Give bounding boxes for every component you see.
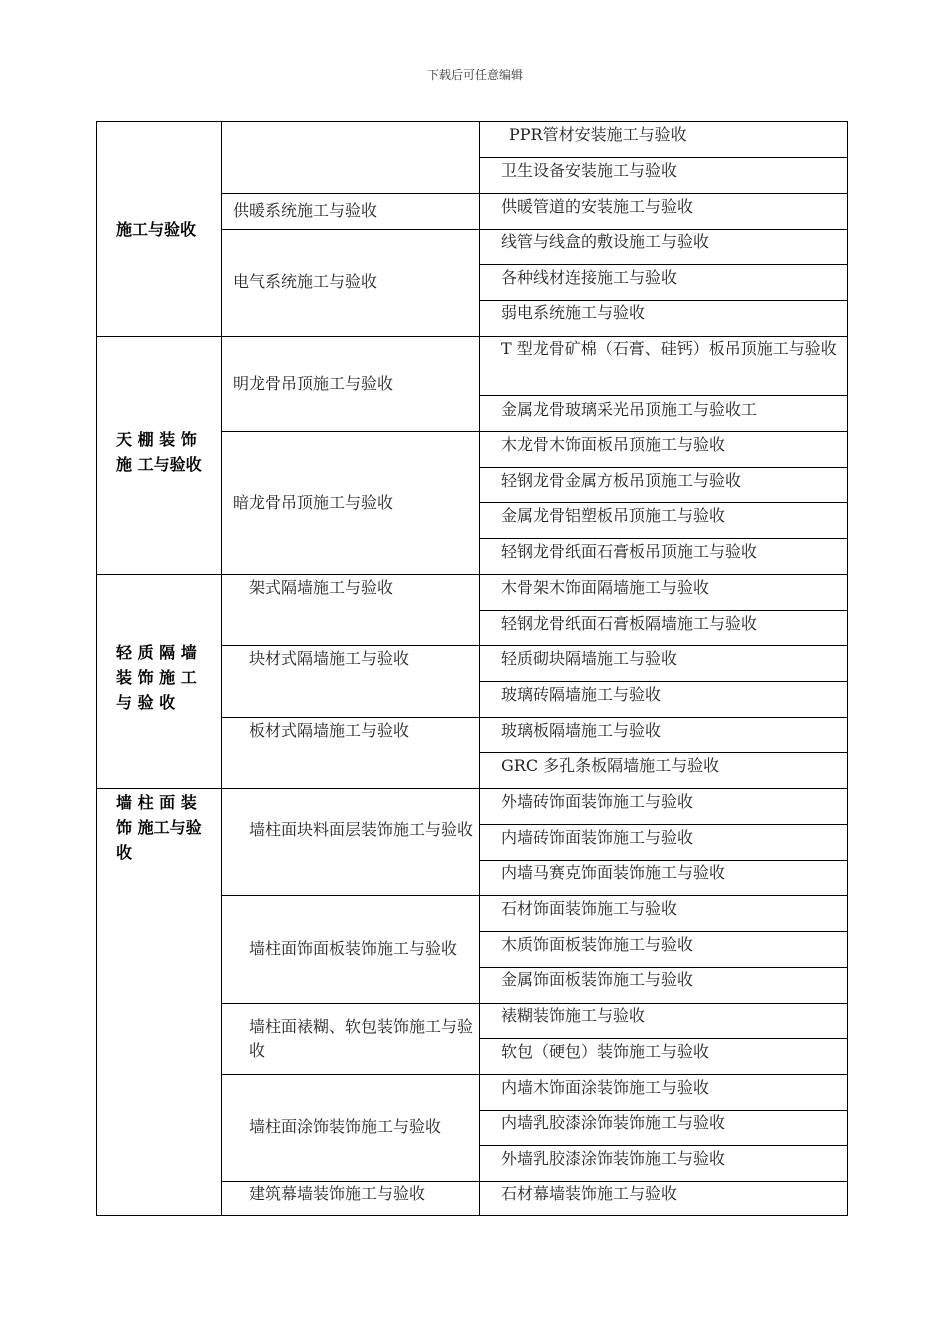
detail-cell: 玻璃砖隔墙施工与验收	[501, 685, 662, 704]
detail-cell: 内墙砖饰面装饰施工与验收	[501, 828, 694, 847]
detail-cell: 各种线材连接施工与验收	[501, 268, 678, 287]
row-divider	[221, 193, 847, 194]
subitem-cell: 电气系统施工与验收	[233, 272, 378, 291]
detail-cell: 木骨架木饰面隔墙施工与验收	[501, 578, 710, 597]
row-divider	[479, 157, 847, 158]
construction-table	[96, 121, 848, 1216]
subitem-cell: 墙柱面饰面板装饰施工与验收	[249, 939, 458, 958]
section-divider	[97, 574, 847, 575]
row-divider	[479, 538, 847, 539]
subitem-cell: 板材式隔墙施工与验收	[249, 721, 410, 740]
column-divider	[479, 122, 480, 1215]
row-divider	[221, 895, 847, 896]
subitem-cell: 供暖系统施工与验收	[233, 201, 378, 220]
category-cell: 墙 柱 面 装 饰 施工与验收	[116, 793, 202, 862]
detail-cell: 弱电系统施工与验收	[501, 303, 646, 322]
row-divider	[221, 645, 847, 646]
detail-cell: 内墙马赛克饰面装饰施工与验收	[501, 863, 726, 882]
subitem-cell: 暗龙骨吊顶施工与验收	[233, 493, 394, 512]
detail-cell: 裱糊装饰施工与验收	[501, 1006, 646, 1025]
detail-cell: 轻钢龙骨纸面石膏板隔墙施工与验收	[501, 614, 758, 633]
detail-cell: 外墙砖饰面装饰施工与验收	[501, 792, 694, 811]
subitem-cell: 墙柱面裱糊、软包装饰施工与验收	[249, 1017, 474, 1060]
row-divider	[221, 717, 847, 718]
section-divider	[97, 788, 847, 789]
detail-cell: 内墙木饰面涂装饰施工与验收	[501, 1078, 710, 1097]
detail-cell: 外墙乳胶漆涂饰装饰施工与验收	[501, 1149, 726, 1168]
subitem-cell: 块材式隔墙施工与验收	[249, 649, 410, 668]
detail-cell: 金属饰面板装饰施工与验收	[501, 970, 694, 989]
detail-cell: 金属龙骨铝塑板吊顶施工与验收	[501, 506, 726, 525]
detail-cell: 内墙乳胶漆涂饰装饰施工与验收	[501, 1113, 726, 1132]
column-divider	[221, 122, 222, 1215]
detail-cell: 轻钢龙骨金属方板吊顶施工与验收	[501, 471, 742, 490]
subitem-cell: 建筑幕墙装饰施工与验收	[249, 1184, 426, 1203]
detail-cell: PPR管材安装施工与验收	[509, 125, 687, 144]
detail-cell: 卫生设备安装施工与验收	[501, 161, 678, 180]
detail-cell: 木质饰面板装饰施工与验收	[501, 935, 694, 954]
detail-cell: 轻质砌块隔墙施工与验收	[501, 649, 678, 668]
row-divider	[479, 264, 847, 265]
detail-cell: 木龙骨木饰面板吊顶施工与验收	[501, 435, 726, 454]
row-divider	[479, 467, 847, 468]
detail-cell: 金属龙骨玻璃采光吊顶施工与验收工	[501, 400, 758, 419]
detail-cell: 石材饰面装饰施工与验收	[501, 899, 678, 918]
row-divider	[479, 395, 847, 396]
row-divider	[479, 752, 847, 753]
detail-cell: 玻璃板隔墙施工与验收	[501, 721, 662, 740]
subitem-cell: 墙柱面块料面层装饰施工与验收	[249, 820, 474, 839]
row-divider	[221, 431, 847, 432]
row-divider	[479, 931, 847, 932]
row-divider	[479, 502, 847, 503]
page-header: 下载后可任意编辑	[426, 68, 523, 82]
subitem-cell: 架式隔墙施工与验收	[249, 578, 394, 597]
category-cell: 轻 质 隔 墙 装 饰 施 工 与 验 收	[116, 643, 197, 712]
detail-cell: 供暖管道的安装施工与验收	[501, 197, 694, 216]
detail-cell: 石材幕墙装饰施工与验收	[501, 1184, 678, 1203]
row-divider	[221, 1074, 847, 1075]
subitem-cell: 墙柱面涂饰装饰施工与验收	[249, 1117, 442, 1136]
subitem-cell: 明龙骨吊顶施工与验收	[233, 374, 394, 393]
detail-cell: 线管与线盒的敷设施工与验收	[501, 232, 710, 251]
row-divider	[479, 1038, 847, 1039]
row-divider	[479, 824, 847, 825]
detail-cell: 软包（硬包）装饰施工与验收	[501, 1042, 710, 1061]
detail-cell: 轻钢龙骨纸面石膏板吊顶施工与验收	[501, 542, 758, 561]
category-cell: 施工与验收	[116, 220, 197, 239]
row-divider	[479, 681, 847, 682]
detail-cell: GRC 多孔条板隔墙施工与验收	[501, 756, 720, 775]
row-divider	[479, 1145, 847, 1146]
category-cell: 天 棚 装 饰 施 工与验收	[116, 430, 202, 474]
detail-cell: T 型龙骨矿棉（石膏、硅钙）板吊顶施工与验收	[501, 339, 837, 358]
row-divider	[479, 610, 847, 611]
